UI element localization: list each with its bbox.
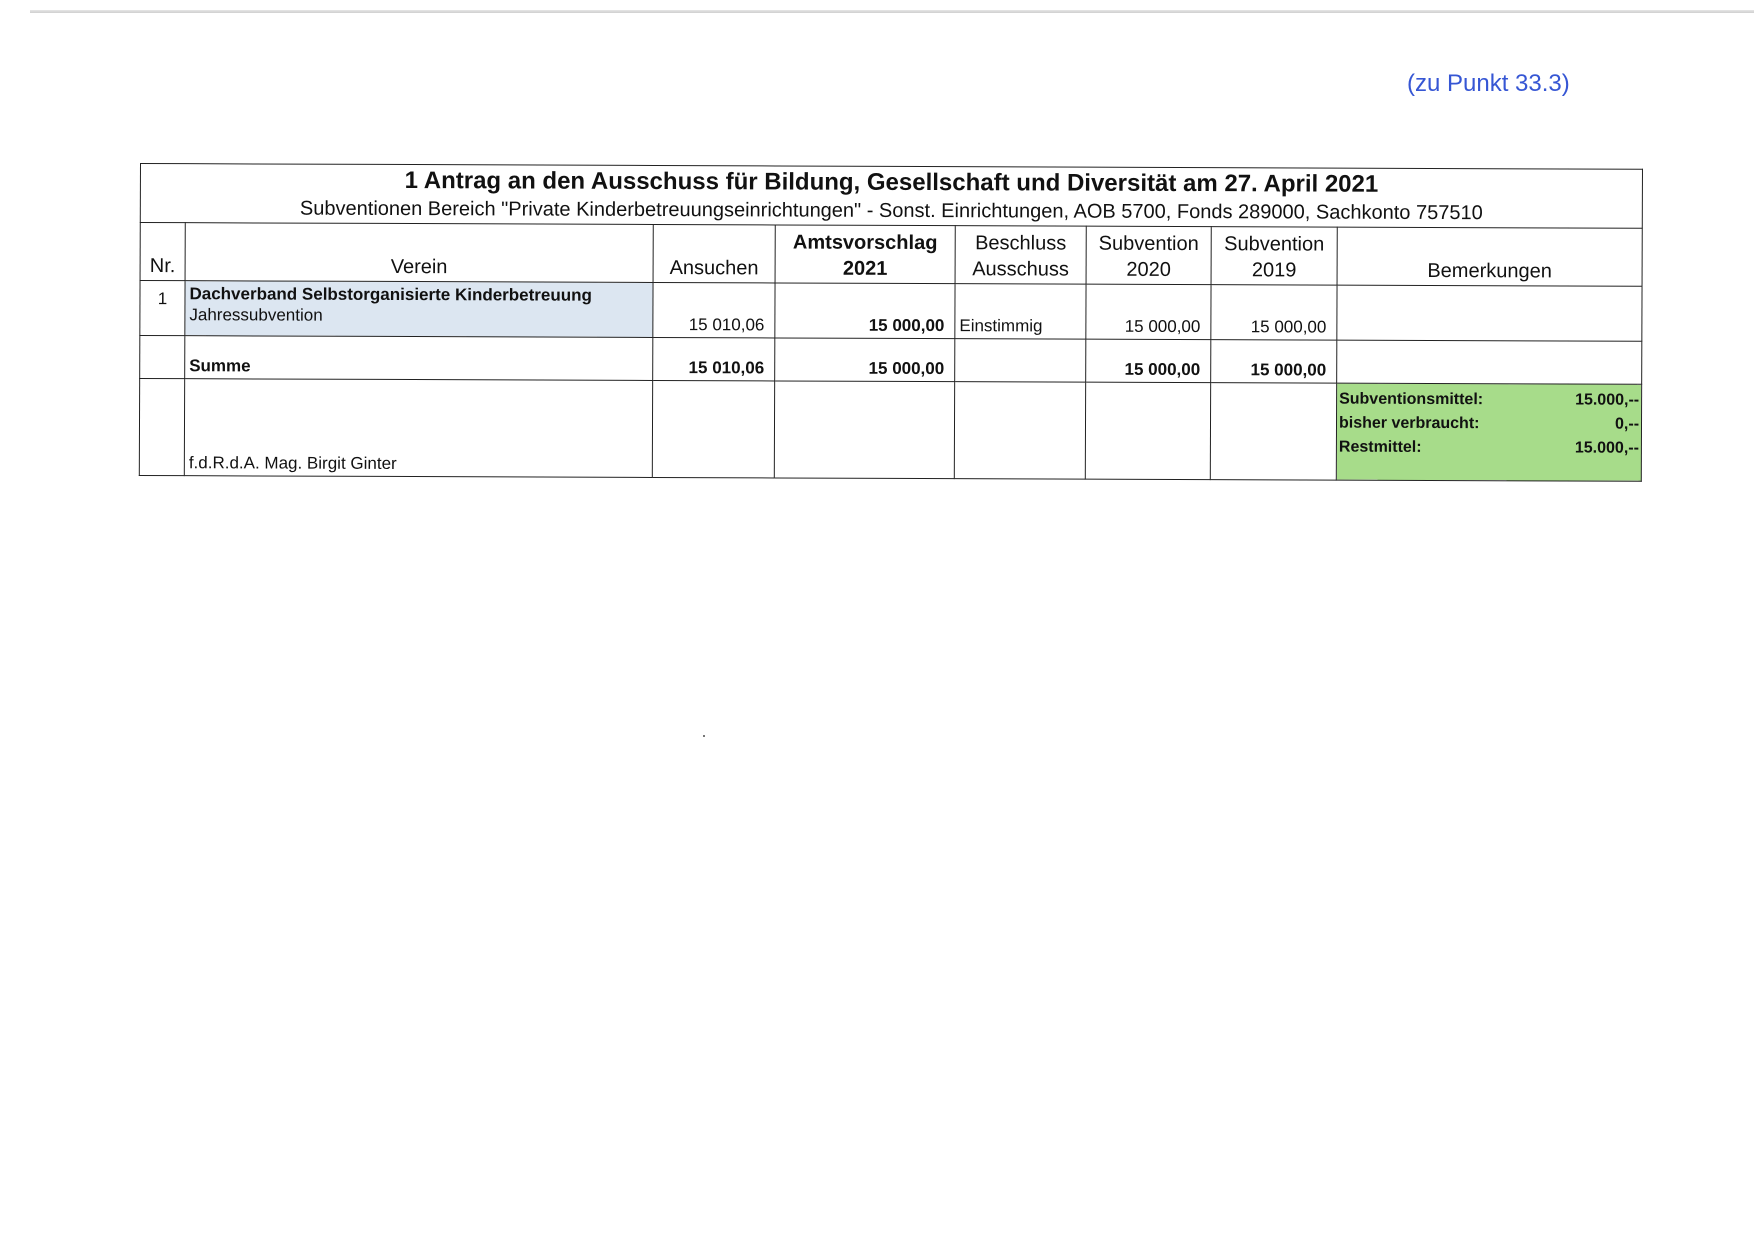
row-amtsvorschlag: 15 000,00 xyxy=(775,283,955,339)
title-cell xyxy=(140,164,1642,229)
header-subvention-2019-line2: 2019 xyxy=(1251,259,1297,282)
row-verein xyxy=(185,281,653,338)
page-top-rule xyxy=(30,10,1754,13)
subsidy-table xyxy=(139,163,1643,482)
sum-subvention-2019: 15 000,00 xyxy=(1211,340,1337,383)
signature-row xyxy=(139,379,1641,482)
sig-subvention-2019 xyxy=(1210,383,1336,480)
sum-subvention-2020: 15 000,00 xyxy=(1086,339,1211,382)
fund-line-restmittel xyxy=(1339,436,1639,461)
header-beschluss xyxy=(955,226,1086,285)
row-subvention-2020: 15 000,00 xyxy=(1086,284,1211,339)
row-beschluss: Einstimmig xyxy=(955,284,1086,340)
header-verein: Verein xyxy=(185,223,653,283)
header-subvention-2020-line1: Subvention xyxy=(1098,232,1199,256)
document-subtitle: Subventionen Bereich "Private Kinderbetreuungseinrichtungen" - Sonst. Einrichtungen, AOB 5700, Fonds 289000, Sachkonto 757510 xyxy=(299,197,1483,224)
restmittel-label: Restmittel: xyxy=(1338,438,1422,456)
header-beschluss-line1: Beschluss xyxy=(975,232,1067,255)
reference-label: (zu Punkt 33.3) xyxy=(1407,70,1570,97)
signature-text: f.d.R.d.A. Mag. Birgit Ginter xyxy=(184,379,652,478)
header-subvention-2019-line1: Subvention xyxy=(1224,233,1325,256)
subventionsmittel-label: Subventionsmittel: xyxy=(1339,390,1484,409)
header-bemerkungen: Bemerkungen xyxy=(1337,227,1642,286)
sum-bemerkungen xyxy=(1337,340,1642,384)
sum-row xyxy=(140,336,1642,385)
sum-beschluss xyxy=(955,339,1086,383)
fund-line-verbraucht xyxy=(1339,412,1639,437)
row-subvention-2019: 15 000,00 xyxy=(1211,285,1337,340)
sum-nr xyxy=(140,336,185,379)
header-subvention-2019 xyxy=(1211,227,1337,285)
verbraucht-value: 0,-- xyxy=(1615,415,1640,433)
header-ansuchen: Ansuchen xyxy=(653,224,775,282)
header-amtsvorschlag-line2: 2021 xyxy=(842,257,888,280)
verein-name: Dachverband Selbstorganisierte Kinderbetreuung xyxy=(189,284,592,305)
funds-summary xyxy=(1336,383,1641,481)
header-nr: Nr. xyxy=(140,223,185,281)
header-amtsvorschlag xyxy=(775,225,955,284)
header-amtsvorschlag-line1: Amtsvorschlag xyxy=(792,231,938,255)
fund-line-subventionsmittel xyxy=(1339,388,1639,413)
header-subvention-2020-line2: 2020 xyxy=(1126,258,1171,281)
subventionsmittel-value: 15.000,-- xyxy=(1575,391,1640,409)
title-row xyxy=(140,164,1642,229)
header-row xyxy=(140,223,1642,287)
sum-ansuchen: 15 010,06 xyxy=(653,337,775,380)
verein-zweck: Jahressubvention xyxy=(189,305,323,325)
row-ansuchen: 15 010,06 xyxy=(653,282,775,337)
row-bemerkungen xyxy=(1337,285,1642,341)
header-subvention-2020 xyxy=(1086,226,1211,284)
sig-beschluss xyxy=(954,382,1085,480)
sum-amtsvorschlag: 15 000,00 xyxy=(775,338,955,382)
header-beschluss-line2: Ausschuss xyxy=(972,258,1069,281)
sig-nr xyxy=(139,379,184,476)
sum-label: Summe xyxy=(185,336,653,381)
sig-ansuchen xyxy=(652,380,774,477)
sig-subvention-2020 xyxy=(1085,382,1210,479)
document-title: 1 Antrag an den Ausschuss für Bildung, Gesellschaft und Diversität am 27. April 2021 xyxy=(404,166,1379,198)
restmittel-value: 15.000,-- xyxy=(1574,439,1639,457)
row-nr: 1 xyxy=(140,281,185,336)
verbraucht-label: bisher verbraucht: xyxy=(1338,414,1480,433)
scan-speck xyxy=(703,735,705,737)
sig-amtsvorschlag xyxy=(774,381,954,479)
table-row xyxy=(140,281,1642,342)
